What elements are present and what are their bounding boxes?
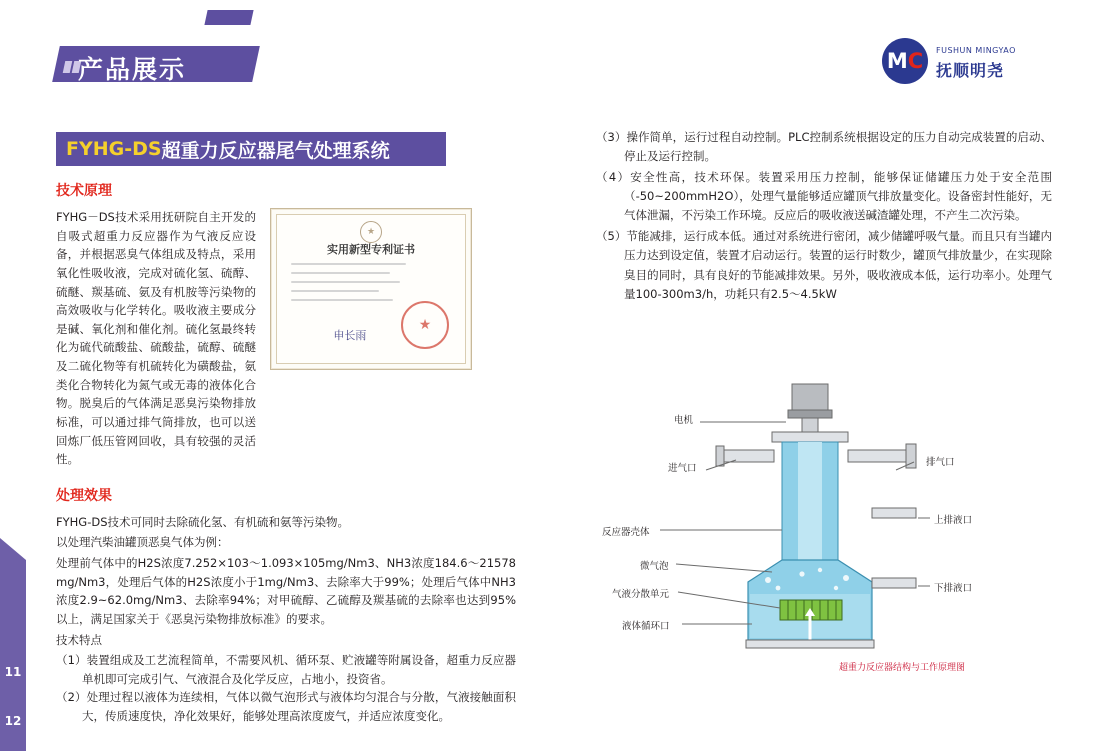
- logo-mark-icon: [882, 38, 928, 84]
- feature-item-2: （2）处理过程以液体为连续相，气体以微气泡形式与液体均匀混合与分散，气液接触面积大，传质速度快，净化效果好，能够处理高浓度废气，并适应浓度变化。: [56, 690, 516, 723]
- treatment-effect-section: [56, 485, 516, 726]
- diagram-label-dispersion-unit: 气液分散单元: [612, 589, 670, 600]
- logo-english: FUSHUN MINGYAO: [936, 46, 1016, 55]
- badge-label: 产品展示: [78, 55, 187, 84]
- page-number-left: 11: [4, 665, 22, 679]
- logo-mark-c: C: [907, 49, 924, 73]
- certificate-signature: 申长雨: [333, 329, 367, 342]
- diagram-label-liquid-circulation: 液体循环口: [622, 621, 670, 632]
- certificate-border: [276, 214, 466, 364]
- left-column: [56, 180, 516, 726]
- left-edge-strip: [0, 0, 26, 751]
- right-item-5: （5）节能减排，运行成本低。通过对系统进行密闭，减少储罐呼吸气量。而且只有当罐内压力达到设定值，装置才启动运行。装置的运行时数少，罐顶气排放量少，在实现除臭目的同时，具有良好的节能减排效果。另外，吸收液成本低，运行功率小。处理气量100-300m3/h，功耗只有2.5～4.5kW: [596, 229, 1052, 301]
- reactor-diagram: [596, 372, 1066, 692]
- paragraph-effect-4: 技术特点: [56, 632, 102, 647]
- diagram-label-gas-outlet: 排气口: [926, 457, 955, 468]
- product-name: 超重力反应器尾气处理系统: [161, 139, 390, 162]
- right-item-4: （4）安全性高，技术环保。装置采用压力控制，能够保证储罐压力处于安全范围（-50~200mmH2O），处理气量能够适应罐顶气排放量变化。设备密封性能好，无气体泄漏，不污染工作环境。反应后的吸收液送碱渣罐处理，不产生二次污染。: [596, 170, 1052, 223]
- right-item-3: （3）操作简单，运行过程自动控制。PLC控制系统根据设定的压力自动完成装置的启动、停止及运行控制。: [596, 130, 1052, 164]
- diagram-label-microbubble: 微气泡: [640, 561, 669, 572]
- logo-chinese: 抚顺明尧: [936, 61, 1005, 80]
- diagram-label-gas-inlet: 进气口: [668, 463, 697, 474]
- paragraph-effect-2: 以处理汽柴油罐顶恶臭气体为例：: [56, 535, 229, 550]
- diagram-label-upper-drain: 上排液口: [934, 515, 973, 526]
- certificate-title: 实用新型专利证书: [327, 243, 415, 256]
- heading-technical-principle: 技术原理: [56, 183, 112, 199]
- company-logo: [882, 38, 1062, 86]
- diagram-label-motor: 电机: [674, 415, 694, 426]
- badge-tail: [204, 10, 253, 25]
- section-badge: [56, 46, 256, 82]
- logo-mark-m: M: [886, 49, 908, 73]
- heading-treatment-effect: 处理效果: [56, 487, 112, 504]
- page-number-right: 12: [4, 714, 22, 728]
- feature-item-1: （1）装置组成及工艺流程简单，不需要风机、循环泵、贮液罐等附属设备，超重力反应器单机即可完成引气、气液混合及化学反应，占地小，投资省。: [56, 653, 516, 686]
- national-emblem-icon: ★: [360, 221, 382, 243]
- certificate-stamp-icon: [401, 301, 449, 349]
- diagram-label-reactor-shell: 反应器壳体: [602, 527, 650, 538]
- product-code: FYHG-DS: [66, 138, 162, 160]
- patent-certificate-image: [270, 208, 472, 370]
- paragraph-effect-1: FYHG-DS技术可同时去除硫化氢、有机硫和氨等污染物。: [56, 514, 350, 529]
- diagram-caption: 超重力反应器结构与工作原理图: [838, 663, 965, 673]
- right-column: [596, 128, 1052, 306]
- product-title-bar: [56, 132, 446, 166]
- diagram-label-lower-drain: 下排液口: [934, 583, 973, 594]
- paragraph-effect-3: 处理前气体中的H2S浓度7.252×103～1.093×105mg/Nm3、NH3浓度184.6～21578 mg/Nm3，处理后气体的H2S浓度小于1mg/Nm3、去除率大于99%；处理后气体中NH3浓度2.9~62.0mg/Nm3、去除率94%；对甲硫醇、乙硫醇及羰基硫的去除率也达到95%以上，满足国家关于《恶臭污染物排放标准》的要求。: [56, 556, 516, 626]
- paragraph-technical-principle: FYHG－DS技术采用抚研院自主开发的自吸式超重力反应器作为气液反应设备，并根据恶臭气体组成及特点，采用氧化性吸收液，完成对硫化氢、硫醇、硫醚、羰基硫、氨及有机胺等污染物的高效吸收与化学转化。吸收液主要成分是碱、氧化剂和催化剂。硫化氢最终转化为硫代硫酸盐、硫酸盐，硫醇、硫醚及二硫化物等有机硫转化为磺酸盐，氨类化合物转化为氮气或无毒的液体化合物。脱臭后的气体满足恶臭污染物排放标准，可以通过排气筒排放，也可以送回炼厂低压管网回收，具有较强的灵活性。: [56, 210, 256, 467]
